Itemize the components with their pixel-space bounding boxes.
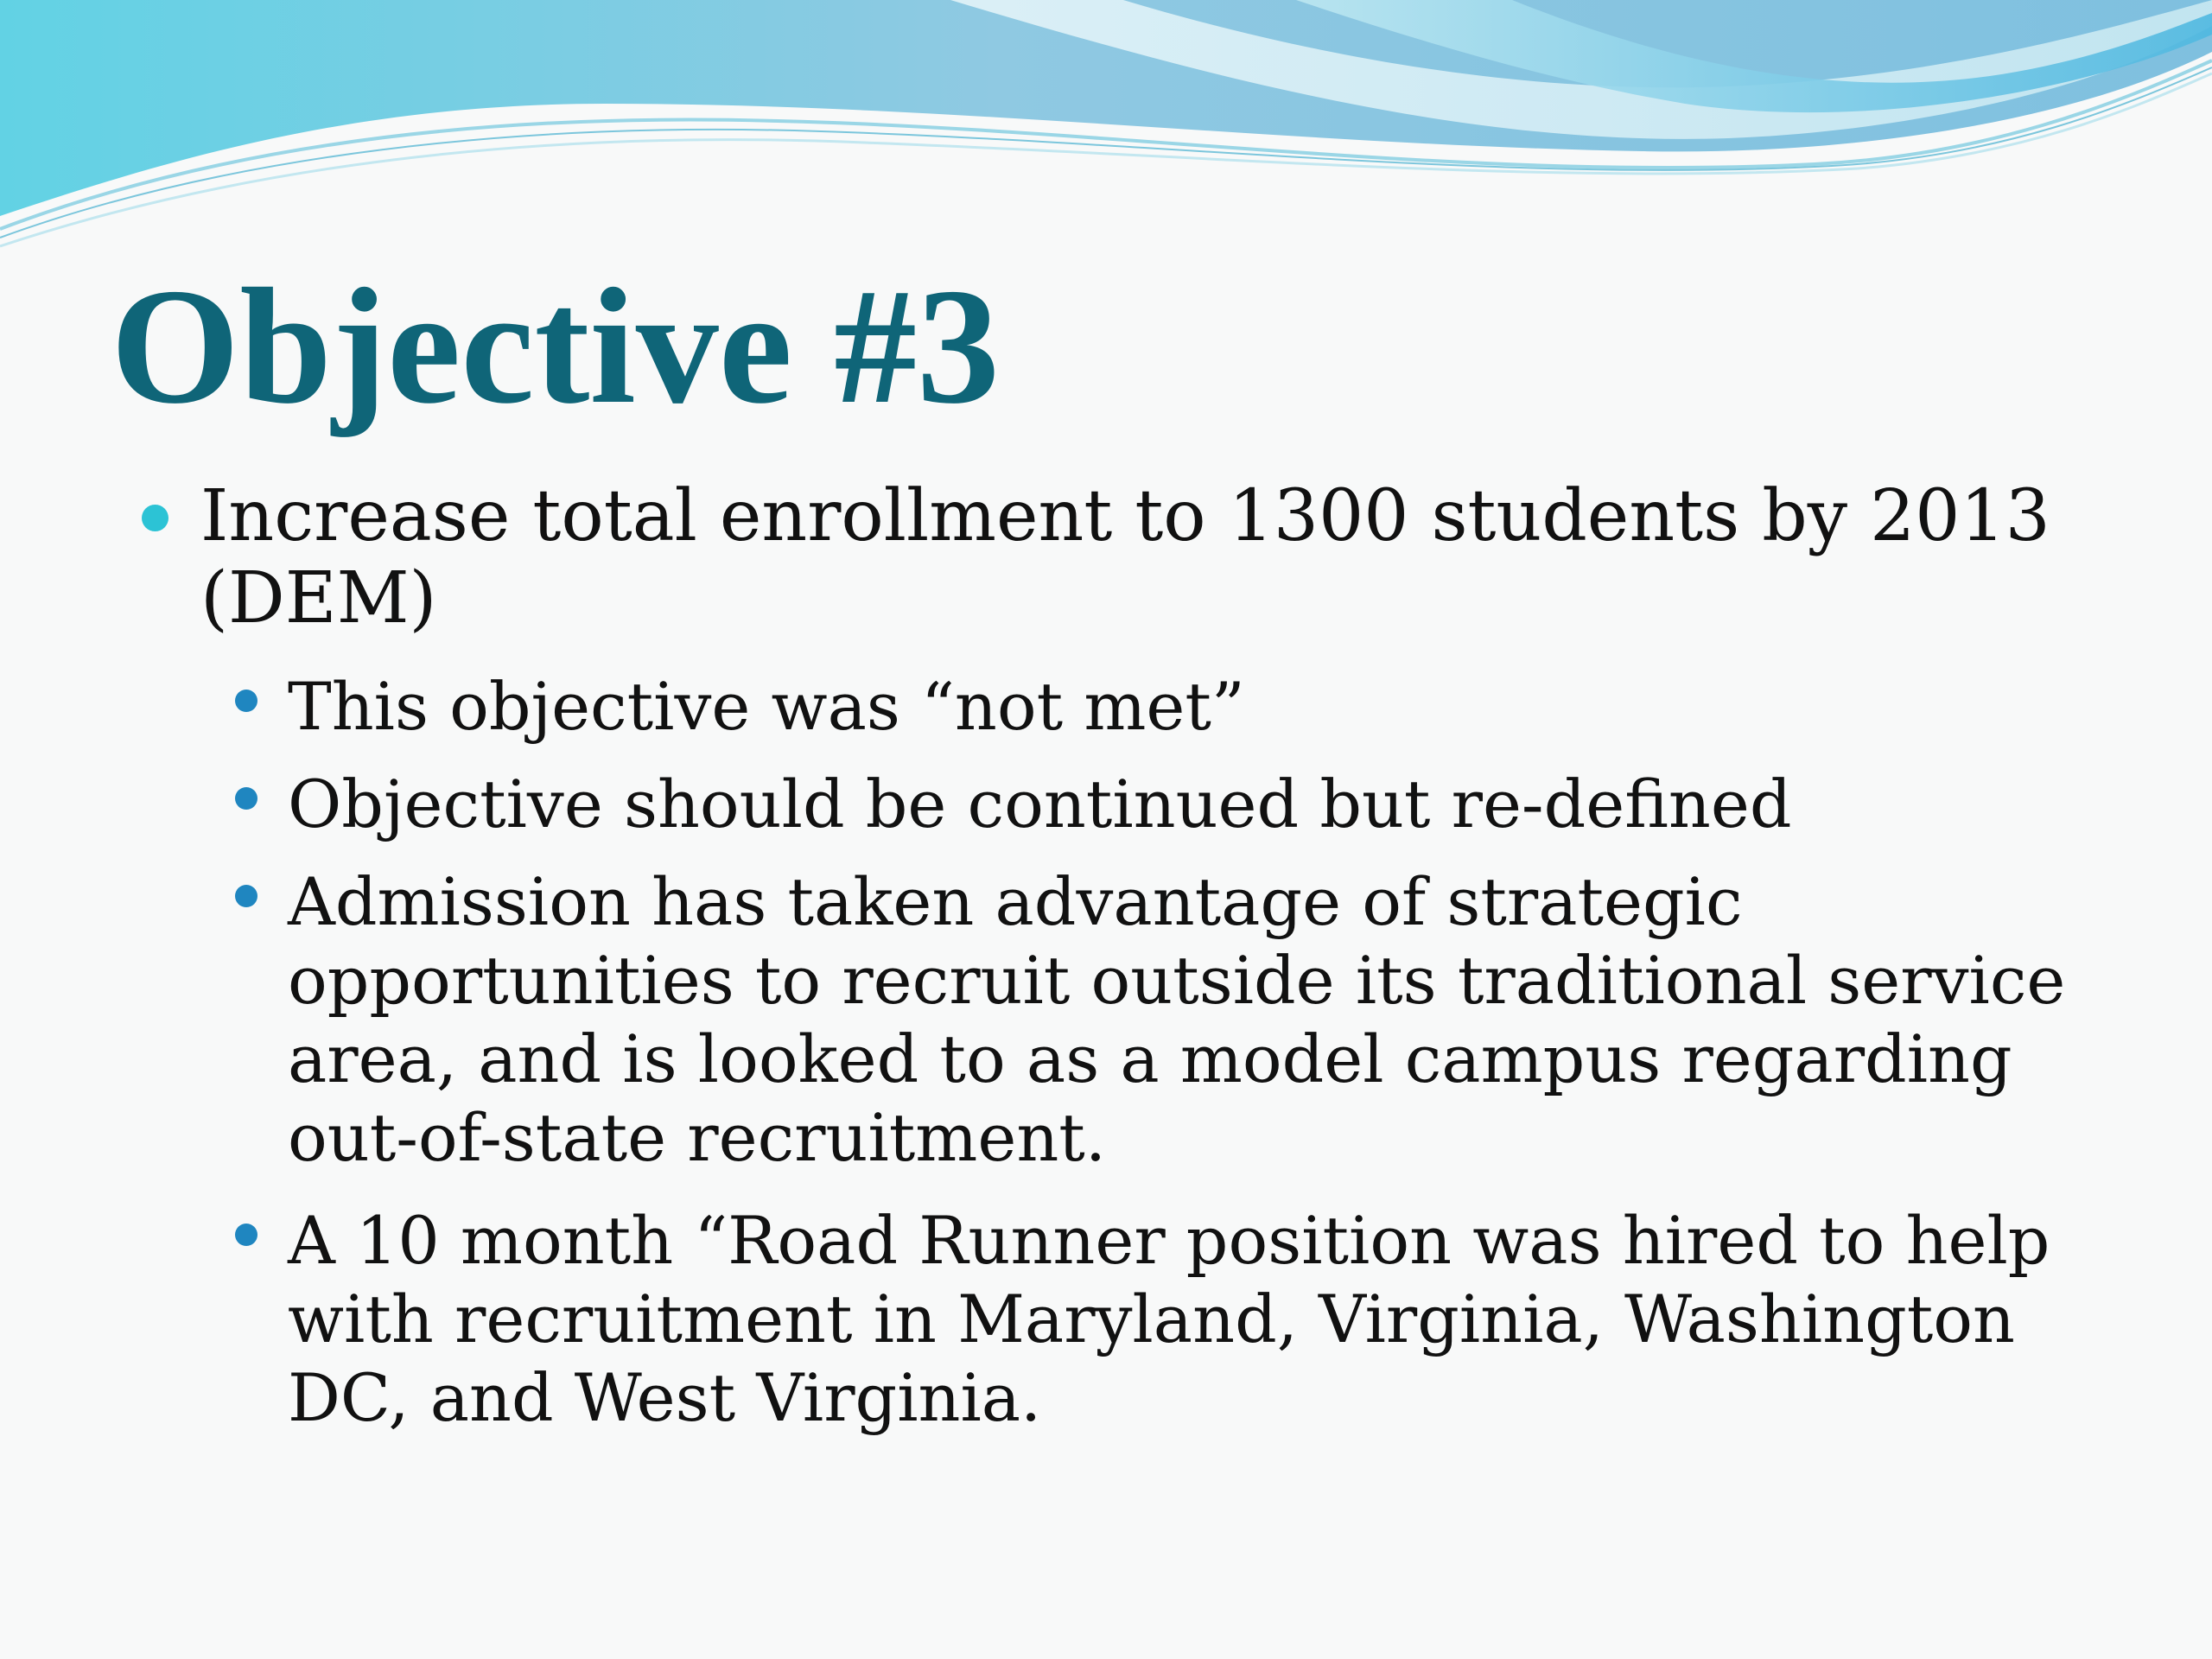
sub-bullet-continued: Objective should be continued but re-defined bbox=[288, 766, 1792, 842]
sub-bullet-not-met: This objective was “not met” bbox=[288, 668, 1245, 745]
bullet-dot-icon bbox=[235, 690, 257, 712]
bullet-main: Increase total enrollment to 1300 students by 2013 (DEM) bbox=[200, 475, 2050, 639]
bullet-dot-icon bbox=[235, 885, 257, 907]
bullet-dot-icon bbox=[235, 1224, 257, 1246]
sub-bullet-road-runner: A 10 month “Road Runner position was hired to help with recruitment in Maryland, Virginia, Washington DC, and West Virginia. bbox=[288, 1202, 2050, 1436]
bullet-dot-icon bbox=[235, 787, 257, 810]
sub-bullet-admission: Admission has taken advantage of strategic opportunities to recruit outside its traditional service area, and is looked to as a model campus regarding out-of-state recruitment. bbox=[288, 863, 2066, 1176]
slide-title: Objective #3 bbox=[111, 254, 1000, 438]
bullet-dot-icon bbox=[142, 505, 168, 531]
